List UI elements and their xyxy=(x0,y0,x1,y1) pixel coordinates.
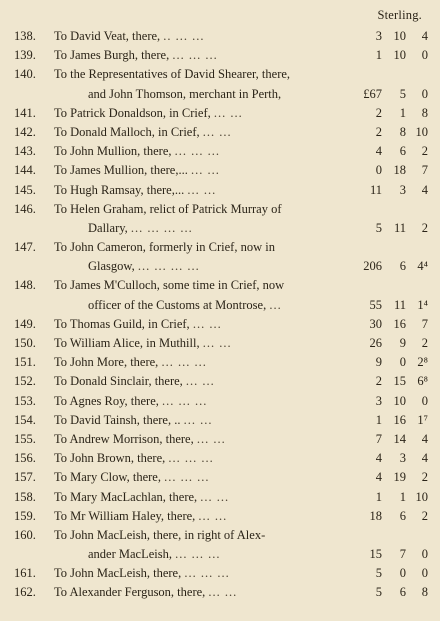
amount-pounds: 2 xyxy=(375,124,382,139)
ledger-entry xyxy=(0,392,440,411)
entry-number: 156. xyxy=(14,451,36,466)
leader-dots: ... ... ... xyxy=(175,547,221,562)
amount-pence: 2 xyxy=(421,470,428,485)
amount-pounds: 11 xyxy=(369,182,382,197)
ledger-entry xyxy=(0,238,440,257)
ledger-entry xyxy=(0,104,440,123)
amount-shillings: 10 xyxy=(393,48,406,63)
entry-description: To Mary Clow, there, xyxy=(54,470,161,485)
amount-pounds: 2 xyxy=(375,105,382,120)
amount-pence: 4⁴ xyxy=(417,259,428,274)
entry-amount xyxy=(340,296,430,315)
ledger-entry xyxy=(0,161,440,180)
leader-dots: ... ... xyxy=(200,489,230,504)
amount-pence: 1⁷ xyxy=(417,412,428,427)
amount-shillings: 18 xyxy=(393,163,406,178)
amount-pence: 4 xyxy=(421,451,428,466)
amount-pence: 0 xyxy=(421,566,428,581)
leader-dots: ... ... xyxy=(183,412,213,427)
entry-description: To Helen Graham, relict of Patrick Murray of xyxy=(54,201,282,216)
ledger-entry xyxy=(0,507,440,526)
leader-dots: ... ... xyxy=(198,508,228,523)
amount-shillings: 0 xyxy=(399,566,406,581)
ledger-entry xyxy=(0,276,440,295)
entry-number: 150. xyxy=(14,336,36,350)
entry-description: and John Thomson, merchant in Perth, xyxy=(88,86,282,101)
amount-pounds: 9 xyxy=(375,355,382,370)
amount-shillings: 11 xyxy=(393,220,406,235)
amount-pence: 0 xyxy=(421,393,428,408)
leader-dots: ... xyxy=(269,297,282,312)
entry-description: To David Tainsh, there, .. xyxy=(54,412,181,427)
amount-pounds: 1 xyxy=(375,489,382,504)
ledger-entry xyxy=(0,46,440,65)
amount-pence: 8 xyxy=(421,105,428,120)
amount-pounds: 5 xyxy=(375,585,382,600)
entry-description: To Mary MacLachlan, there, xyxy=(54,489,198,504)
amount-pounds: 1 xyxy=(375,412,382,427)
leader-dots: ... ... ... xyxy=(172,48,218,63)
amount-shillings: 6 xyxy=(399,144,406,159)
ledger-entry xyxy=(0,372,440,391)
leader-dots: ... ... ... xyxy=(161,355,207,370)
entry-amount xyxy=(340,488,430,507)
amount-pounds: 5 xyxy=(375,566,382,581)
amount-pounds: 26 xyxy=(369,336,382,350)
ledger-entry xyxy=(0,65,440,84)
amount-pounds: 18 xyxy=(369,508,382,523)
ledger-entry-continuation xyxy=(0,219,440,238)
leader-dots: ... ... xyxy=(192,316,222,331)
entry-amount xyxy=(340,545,430,564)
entry-description: Glasgow, xyxy=(88,259,135,274)
entry-amount xyxy=(340,372,430,391)
amount-pounds: 5 xyxy=(375,220,382,235)
amount-pence: 2 xyxy=(421,220,428,235)
amount-pounds: £67 xyxy=(363,86,382,101)
ledger-entry xyxy=(0,488,440,507)
amount-pounds: 206 xyxy=(363,259,382,274)
entry-amount xyxy=(340,181,430,200)
leader-dots: ... ... xyxy=(190,163,220,178)
ledger-entry xyxy=(0,526,440,545)
ledger-entry xyxy=(0,123,440,142)
entry-amount xyxy=(340,583,430,602)
ledger-entry xyxy=(0,142,440,161)
entry-number: 157. xyxy=(14,470,36,485)
entry-description: To Mr William Haley, there, xyxy=(54,508,196,523)
amount-shillings: 10 xyxy=(393,29,406,43)
ledger-entry xyxy=(0,411,440,430)
leader-dots: ... ... xyxy=(202,336,232,350)
leader-dots: ... ... xyxy=(187,182,217,197)
entry-description: To James M'Culloch, some time in Crief, now xyxy=(54,278,285,293)
entry-description: To David Veat, there, xyxy=(54,29,161,43)
leader-dots: ... ... ... xyxy=(168,451,214,466)
entry-description: To John MacLeish, there, xyxy=(54,566,182,581)
entry-description: Dallary, xyxy=(88,220,128,235)
amount-shillings: 10 xyxy=(393,393,406,408)
entry-description: To James Burgh, there, xyxy=(54,48,170,63)
entry-amount xyxy=(340,430,430,449)
amount-shillings: 8 xyxy=(399,124,406,139)
amount-shillings: 5 xyxy=(399,86,406,101)
entry-amount xyxy=(340,564,430,583)
amount-pence: 2 xyxy=(421,508,428,523)
leader-dots: ... ... xyxy=(208,585,238,600)
entry-description: To Donald Malloch, in Crief, xyxy=(54,124,200,139)
entry-amount xyxy=(340,353,430,372)
amount-pounds: 2 xyxy=(375,374,382,389)
amount-pence: 8 xyxy=(421,585,428,600)
leader-dots: ... ... xyxy=(196,431,226,446)
amount-pence: 1⁴ xyxy=(417,297,428,312)
currency-header: Sterling. xyxy=(377,8,422,22)
amount-pence: 6⁸ xyxy=(417,374,428,389)
amount-shillings: 6 xyxy=(399,259,406,274)
amount-pence: 0 xyxy=(421,547,428,562)
ledger-entry xyxy=(0,449,440,468)
entry-number: 143. xyxy=(14,144,36,159)
amount-pence: 10 xyxy=(415,124,428,139)
entry-amount xyxy=(340,507,430,526)
amount-pence: 0 xyxy=(421,48,428,63)
ledger-entry-continuation xyxy=(0,257,440,276)
entry-number: 153. xyxy=(14,393,36,408)
amount-pounds: 4 xyxy=(375,144,382,159)
amount-shillings: 6 xyxy=(399,585,406,600)
ledger-entry xyxy=(0,315,440,334)
entry-number: 145. xyxy=(14,182,36,197)
entry-amount xyxy=(340,85,430,104)
entry-amount xyxy=(340,46,430,65)
leader-dots: ... ... ... xyxy=(184,566,230,581)
amount-shillings: 16 xyxy=(393,316,406,331)
ledger-entry xyxy=(0,564,440,583)
leader-dots: ... ... ... ... xyxy=(137,259,200,274)
leader-dots: ... ... ... xyxy=(164,470,210,485)
entry-number: 139. xyxy=(14,48,36,63)
amount-pence: 4 xyxy=(421,29,428,43)
entry-amount xyxy=(340,449,430,468)
entry-number: 159. xyxy=(14,508,36,523)
entry-number: 155. xyxy=(14,431,36,446)
entry-number: 161. xyxy=(14,566,36,581)
entry-amount xyxy=(340,392,430,411)
amount-shillings: 15 xyxy=(393,374,406,389)
entry-description: To the Representatives of David Shearer, there, xyxy=(54,67,291,82)
entry-number: 151. xyxy=(14,355,36,370)
ledger-entry-continuation xyxy=(0,85,440,104)
ledger-entry xyxy=(0,334,440,353)
leader-dots: ... ... ... ... xyxy=(130,220,193,235)
amount-pounds: 4 xyxy=(375,451,382,466)
ledger-entry-continuation xyxy=(0,296,440,315)
entry-number: 138. xyxy=(14,29,36,43)
entry-number: 146. xyxy=(14,201,36,216)
entry-amount xyxy=(340,411,430,430)
entry-amount xyxy=(340,334,430,353)
amount-pounds: 55 xyxy=(369,297,382,312)
amount-pence: 7 xyxy=(421,316,428,331)
amount-pence: 0 xyxy=(421,86,428,101)
ledger-entry xyxy=(0,353,440,372)
entry-description: To Donald Sinclair, there, xyxy=(54,374,183,389)
ledger-entry xyxy=(0,200,440,219)
amount-shillings: 7 xyxy=(399,547,406,562)
amount-shillings: 3 xyxy=(399,182,406,197)
entry-description: To Andrew Morrison, there, xyxy=(54,431,194,446)
entry-number: 140. xyxy=(14,67,36,82)
amount-shillings: 1 xyxy=(399,489,406,504)
entry-amount xyxy=(340,142,430,161)
amount-pence: 4 xyxy=(421,431,428,446)
entry-amount xyxy=(340,219,430,238)
ledger-entry-continuation xyxy=(0,545,440,564)
entry-number: 158. xyxy=(14,489,36,504)
entry-description: To John Cameron, formerly in Crief, now in xyxy=(54,240,275,255)
ledger-entries xyxy=(0,27,440,603)
entry-description: To William Alice, in Muthill, xyxy=(54,336,200,350)
entry-amount xyxy=(340,468,430,487)
entry-number: 141. xyxy=(14,105,36,120)
amount-shillings: 11 xyxy=(393,297,406,312)
entry-description: ander MacLeish, xyxy=(88,547,172,562)
ledger-entry xyxy=(0,468,440,487)
amount-pounds: 30 xyxy=(369,316,382,331)
entry-amount xyxy=(340,123,430,142)
entry-amount xyxy=(340,257,430,276)
ledger-entry xyxy=(0,583,440,602)
entry-description: To Agnes Roy, there, xyxy=(54,393,159,408)
entry-description: To Hugh Ramsay, there,... xyxy=(54,182,185,197)
amount-shillings: 16 xyxy=(393,412,406,427)
entry-number: 148. xyxy=(14,278,36,293)
amount-pence: 10 xyxy=(415,489,428,504)
amount-shillings: 19 xyxy=(393,470,406,485)
entry-number: 144. xyxy=(14,163,36,178)
amount-shillings: 6 xyxy=(399,508,406,523)
entry-description: To John More, there, xyxy=(54,355,159,370)
leader-dots: ... ... xyxy=(213,105,243,120)
amount-pence: 2 xyxy=(421,144,428,159)
entry-number: 160. xyxy=(14,527,36,542)
ledger-entry xyxy=(0,27,440,46)
amount-pence: 2 xyxy=(421,336,428,350)
entry-amount xyxy=(340,315,430,334)
amount-pounds: 3 xyxy=(375,29,382,43)
amount-pence: 7 xyxy=(421,163,428,178)
amount-pounds: 7 xyxy=(375,431,382,446)
amount-pounds: 0 xyxy=(375,163,382,178)
entry-number: 154. xyxy=(14,412,36,427)
ledger-entry xyxy=(0,181,440,200)
amount-pence: 2⁸ xyxy=(417,355,428,370)
amount-pence: 4 xyxy=(421,182,428,197)
amount-shillings: 1 xyxy=(399,105,406,120)
leader-dots: ... ... xyxy=(202,124,232,139)
leader-dots: ... ... ... xyxy=(174,144,221,159)
entry-description: To John MacLeish, there, in right of Alex- xyxy=(54,527,266,542)
entry-description: To Patrick Donaldson, in Crief, xyxy=(54,105,211,120)
ledger-entry xyxy=(0,430,440,449)
entry-number: 149. xyxy=(14,316,36,331)
amount-pounds: 1 xyxy=(375,48,382,63)
amount-shillings: 9 xyxy=(399,336,406,350)
amount-shillings: 0 xyxy=(399,355,406,370)
entry-number: 162. xyxy=(14,585,36,600)
entry-description: To John Mullion, there, xyxy=(54,144,172,159)
entry-description: officer of the Customs at Montrose, xyxy=(88,297,267,312)
entry-amount xyxy=(340,161,430,180)
entry-number: 142. xyxy=(14,124,36,139)
amount-shillings: 3 xyxy=(399,451,406,466)
entry-number: 152. xyxy=(14,374,36,389)
entry-description: To John Brown, there, xyxy=(54,451,166,466)
amount-pounds: 4 xyxy=(375,470,382,485)
leader-dots: ... ... xyxy=(185,374,215,389)
leader-dots: .. ... ... xyxy=(163,29,205,43)
entry-description: To James Mullion, there,... xyxy=(54,163,188,178)
amount-pounds: 15 xyxy=(369,547,382,562)
entry-number: 147. xyxy=(14,240,36,255)
entry-description: To Alexander Ferguson, there, xyxy=(54,585,206,600)
leader-dots: ... ... ... xyxy=(162,393,208,408)
amount-shillings: 14 xyxy=(393,431,406,446)
entry-description: To Thomas Guild, in Crief, xyxy=(54,316,190,331)
entry-amount xyxy=(340,104,430,123)
entry-amount xyxy=(340,27,430,46)
amount-pounds: 3 xyxy=(375,393,382,408)
